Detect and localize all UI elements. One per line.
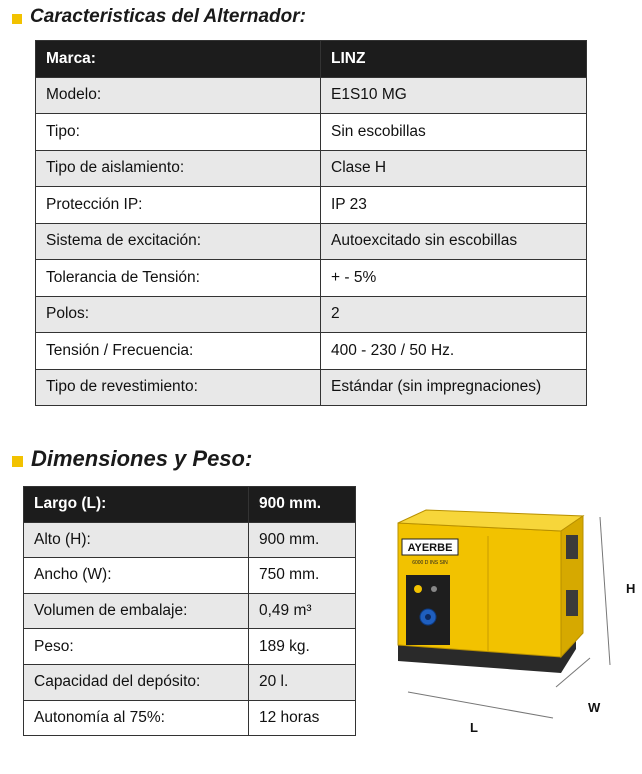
length-label: L xyxy=(470,720,478,735)
dim-value: 900 mm. xyxy=(249,487,356,523)
generator-product-image xyxy=(378,505,640,745)
spec-value: E1S10 MG xyxy=(321,77,587,114)
spec-label: Marca: xyxy=(36,41,321,78)
vent-icon xyxy=(566,535,578,559)
spec-label: Tolerancia de Tensión: xyxy=(36,260,321,297)
dimensions-table xyxy=(23,486,356,736)
dim-value: 0,49 m³ xyxy=(249,593,356,629)
dim-value: 189 kg. xyxy=(249,629,356,665)
spec-label: Tipo de revestimiento: xyxy=(36,369,321,406)
spec-label: Tipo de aislamiento: xyxy=(36,150,321,187)
spec-value: 2 xyxy=(321,296,587,333)
table-row xyxy=(24,700,356,736)
spec-value: Autoexcitado sin escobillas xyxy=(321,223,587,260)
dim-label: Capacidad del depósito: xyxy=(24,664,249,700)
dim-value: 750 mm. xyxy=(249,558,356,594)
table-row xyxy=(24,593,356,629)
table-header-row xyxy=(24,487,356,523)
table-row xyxy=(36,77,587,114)
spec-label: Polos: xyxy=(36,296,321,333)
table-row xyxy=(36,296,587,333)
spec-label: Protección IP: xyxy=(36,187,321,224)
dim-label: Peso: xyxy=(24,629,249,665)
dim-label: Volumen de embalaje: xyxy=(24,593,249,629)
spec-label: Modelo: xyxy=(36,77,321,114)
dim-label: Autonomía al 75%: xyxy=(24,700,249,736)
spec-value: Sin escobillas xyxy=(321,114,587,151)
spec-value: Estándar (sin impregnaciones) xyxy=(321,369,587,406)
yellow-bullet-icon xyxy=(12,14,22,24)
table-row xyxy=(36,369,587,406)
spec-value: 400 - 230 / 50 Hz. xyxy=(321,333,587,370)
table-row xyxy=(24,629,356,665)
dim-value: 900 mm. xyxy=(249,522,356,558)
table-row xyxy=(36,333,587,370)
dimensions-title-text: Dimensiones y Peso: xyxy=(31,446,253,471)
dim-label: Ancho (W): xyxy=(24,558,249,594)
table-row xyxy=(36,114,587,151)
gauge-icon xyxy=(414,585,422,593)
spec-value: LINZ xyxy=(321,41,587,78)
table-row xyxy=(36,223,587,260)
spec-value: IP 23 xyxy=(321,187,587,224)
yellow-bullet-icon xyxy=(12,456,23,467)
dimensions-section-title xyxy=(12,446,252,472)
spec-value: + - 5% xyxy=(321,260,587,297)
alternator-title-text: Caracteristicas del Alternador: xyxy=(30,6,306,27)
table-header-row xyxy=(36,41,587,78)
dim-label: Alto (H): xyxy=(24,522,249,558)
switch-icon xyxy=(431,586,437,592)
alternator-section-title xyxy=(12,6,306,28)
table-row xyxy=(24,522,356,558)
table-row xyxy=(36,260,587,297)
model-text: 6000 D INS SIN xyxy=(412,560,448,566)
socket-hole-icon xyxy=(425,614,431,620)
spec-label: Sistema de excitación: xyxy=(36,223,321,260)
table-row xyxy=(36,150,587,187)
spec-value: Clase H xyxy=(321,150,587,187)
alternator-specs-table xyxy=(35,40,587,406)
table-row xyxy=(24,558,356,594)
table-row xyxy=(24,664,356,700)
spec-label: Tensión / Frecuencia: xyxy=(36,333,321,370)
vent-icon xyxy=(566,590,578,616)
spec-label: Tipo: xyxy=(36,114,321,151)
dim-value: 20 l. xyxy=(249,664,356,700)
width-label: W xyxy=(588,700,601,715)
dim-value: 12 horas xyxy=(249,700,356,736)
dim-label: Largo (L): xyxy=(24,487,249,523)
height-label: H xyxy=(626,581,636,596)
brand-text: AYERBE xyxy=(407,542,453,554)
table-row xyxy=(36,187,587,224)
